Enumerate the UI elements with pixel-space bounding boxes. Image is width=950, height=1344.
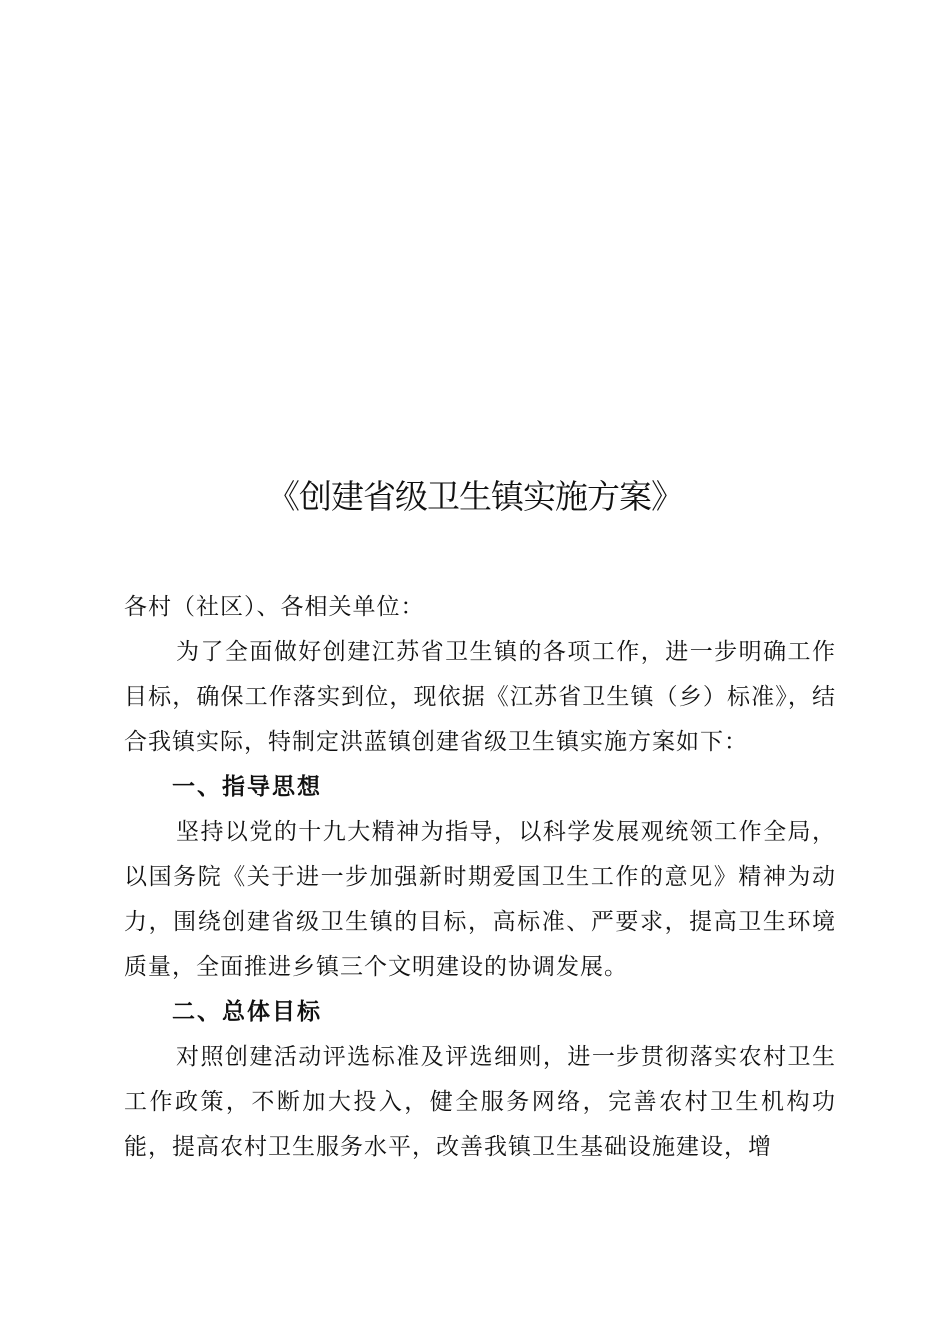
section-paragraph-guiding-ideology: 坚持以党的十九大精神为指导，以科学发展观统领工作全局，以国务院《关于进一步加强新时期爱国卫生工作的意见》精神为动力，围绕创建省级卫生镇的目标，高标准、严要求，提高卫生环境质量，全面推进乡镇三个文明建设的协调发展。 — [124, 819, 836, 980]
document-body — [124, 585, 836, 1170]
intro-paragraph: 为了全面做好创建江苏省卫生镇的各项工作，进一步明确工作目标，确保工作落实到位，现依据《江苏省卫生镇（乡）标准》，结合我镇实际，特制定洪蓝镇创建省级卫生镇实施方案如下： — [124, 639, 836, 755]
salutation: 各村（社区）、各相关单位： — [124, 594, 425, 620]
document-title: 《创建省级卫生镇实施方案》 — [267, 477, 683, 516]
section-heading-overall-goal: 二、总体目标 — [172, 999, 322, 1025]
section-paragraph-overall-goal: 对照创建活动评选标准及评选细则，进一步贯彻落实农村卫生工作政策，不断加大投入，健全服务网络，完善农村卫生机构功能，提高农村卫生服务水平，改善我镇卫生基础设施建设，增 — [124, 1044, 836, 1160]
section-heading-guiding-ideology: 一、指导思想 — [172, 774, 322, 800]
